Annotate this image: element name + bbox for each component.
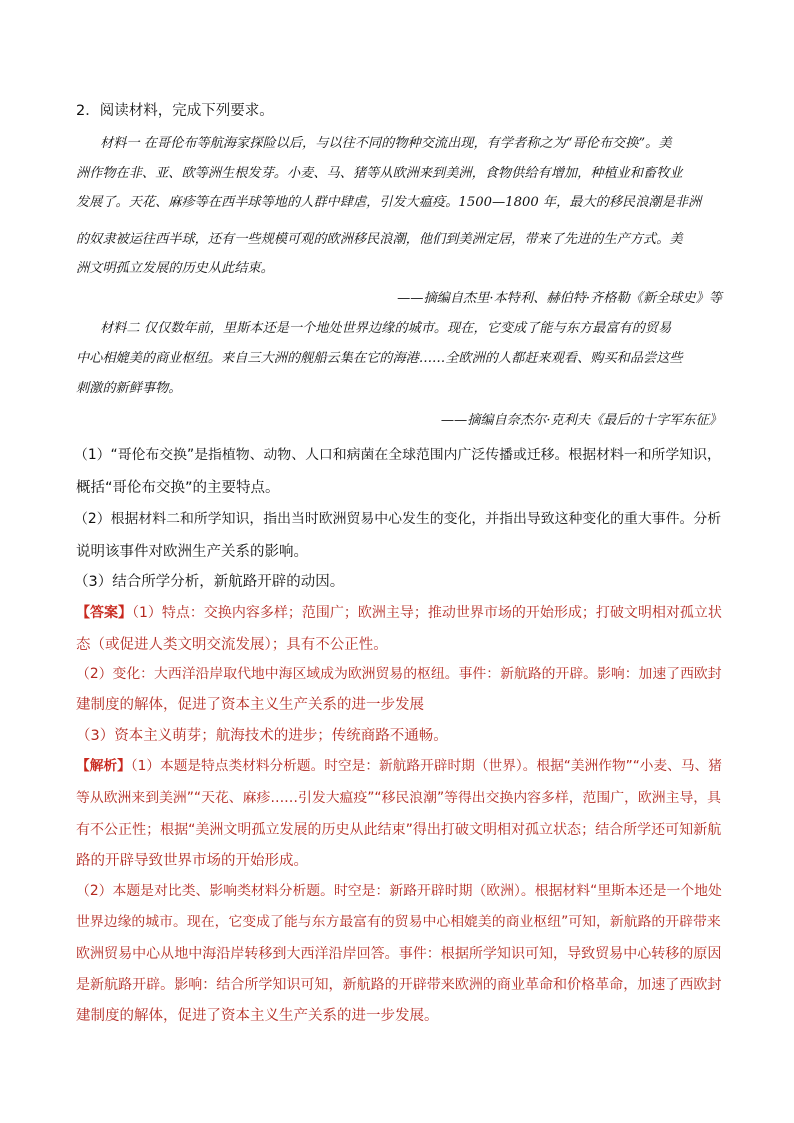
answer-line: （2）变化：大西洋沿岸取代地中海区域成为欧洲贸易的枢纽。事件：新航路的开辟。影响：加速了西欧封 (76, 666, 722, 682)
analysis-line: 等从欧洲来到美洲”“天花、麻疹……引发大瘟疫”“移民浪潮”等得出交换内容多样，范围广，欧洲主导，具 (76, 790, 721, 806)
analysis-text: （1）本题是特点类材料分析题。时空是：新航路开辟时期（世界）。根据“美洲作物”“小麦、马、猪 (130, 758, 722, 774)
material2-line: 刺激的新鲜事物。 (76, 381, 182, 396)
answer-line (76, 606, 722, 620)
material1-line: 发展了。天花、麻疹等在西半球等地的人群中肆虐，引发大瘟疫。1500—1800 年，最大的移民浪潮是非洲 (76, 195, 702, 210)
analysis-line: 欧洲贸易中心从地中海沿岸转移到大西洋沿岸回答。事件：根据所学知识可知，导致贸易中心转移的原因 (76, 946, 722, 962)
analysis-line: 路的开辟导致世界市场的开始形成。 (76, 853, 308, 869)
subquestion-2: （2）根据材料二和所学知识，指出当时欧洲贸易中心发生的变化，并指出导致这种变化的重大事件。分析 (74, 511, 722, 527)
material2-line: 材料二 仅仅数年前，里斯本还是一个地处世界边缘的城市。现在，它变成了能与东方最富有的贸易 (100, 321, 672, 336)
material1-source: ——摘编自杰里·本特利、赫伯特·齐格勒《新全球史》等 (397, 291, 722, 306)
question-stem: 2．阅读材料，完成下列要求。 (76, 103, 274, 119)
analysis-line: 是新航路开辟。影响：结合所学知识可知，新航路的开辟带来欧洲的商业革命和价格革命，加速了西欧封 (76, 977, 722, 993)
answer-tag: 【答案】 (76, 605, 132, 621)
subquestion-1: 概括“哥伦布交换”的主要特点。 (76, 480, 280, 496)
material1-line: 的奴隶被运往西半球，还有一些规模可观的欧洲移民浪潮，他们到美洲定居，带来了先进的生产方式。美 (76, 232, 683, 247)
analysis-line: 世界边缘的城市。现在，它变成了能与东方最富有的贸易中心相媲美的商业枢纽”可知，新航路的开辟带来 (76, 914, 721, 930)
answer-text: （1）特点：交换内容多样；范围广；欧洲主导；推动世界市场的开始形成；打破文明相对孤立状 (132, 605, 722, 621)
material2-source: ——摘编自奈杰尔·克利夫《最后的十字军东征》 (440, 413, 722, 428)
subquestion-2: 说明该事件对欧洲生产关系的影响。 (76, 544, 308, 560)
analysis-line: 建制度的解体，促进了资本主义生产关系的进一步发展。 (76, 1008, 439, 1024)
subquestion-3: （3）结合所学分析，新航路开辟的动因。 (74, 574, 345, 590)
material1-line: 材料一 在哥伦布等航海家探险以后，与以往不同的物种交流出现，有学者称之为“哥伦布交换”。美 (100, 136, 672, 151)
subquestion-1: （1）“哥伦布交换”是指植物、动物、人口和病菌在全球范围内广泛传播或迁移。根据材料一和所学知识， (74, 447, 721, 463)
material1-line: 洲作物在非、亚、欧等洲生根发芽。小麦、马、猪等从欧洲来到美洲，食物供给有增加，种植业和畜牧业 (76, 166, 683, 181)
material1-line: 洲文明孤立发展的历史从此结束。 (76, 261, 274, 276)
answer-line: 建制度的解体，促进了资本主义生产关系的进一步发展 (76, 697, 424, 713)
analysis-tag: 【解析】 (76, 758, 131, 774)
material2-line: 中心相媲美的商业枢纽。来自三大洲的舰船云集在它的海港……全欧洲的人都赶来观看、购买和品尝这些 (76, 351, 683, 366)
analysis-line (76, 760, 722, 774)
analysis-line: 有不公正性；根据“美洲文明孤立发展的历史从此结束”得出打破文明相对孤立状态；结合所学还可知新航 (76, 822, 722, 838)
answer-line: （3）资本主义萌芽；航海技术的进步；传统商路不通畅。 (76, 728, 448, 744)
answer-line: 态（或促进人类文明交流发展）；具有不公正性。 (76, 637, 388, 653)
analysis-line: （2）本题是对比类、影响类材料分析题。时空是：新路开辟时期（欧洲）。根据材料“里斯本还是一个地处 (76, 883, 722, 899)
